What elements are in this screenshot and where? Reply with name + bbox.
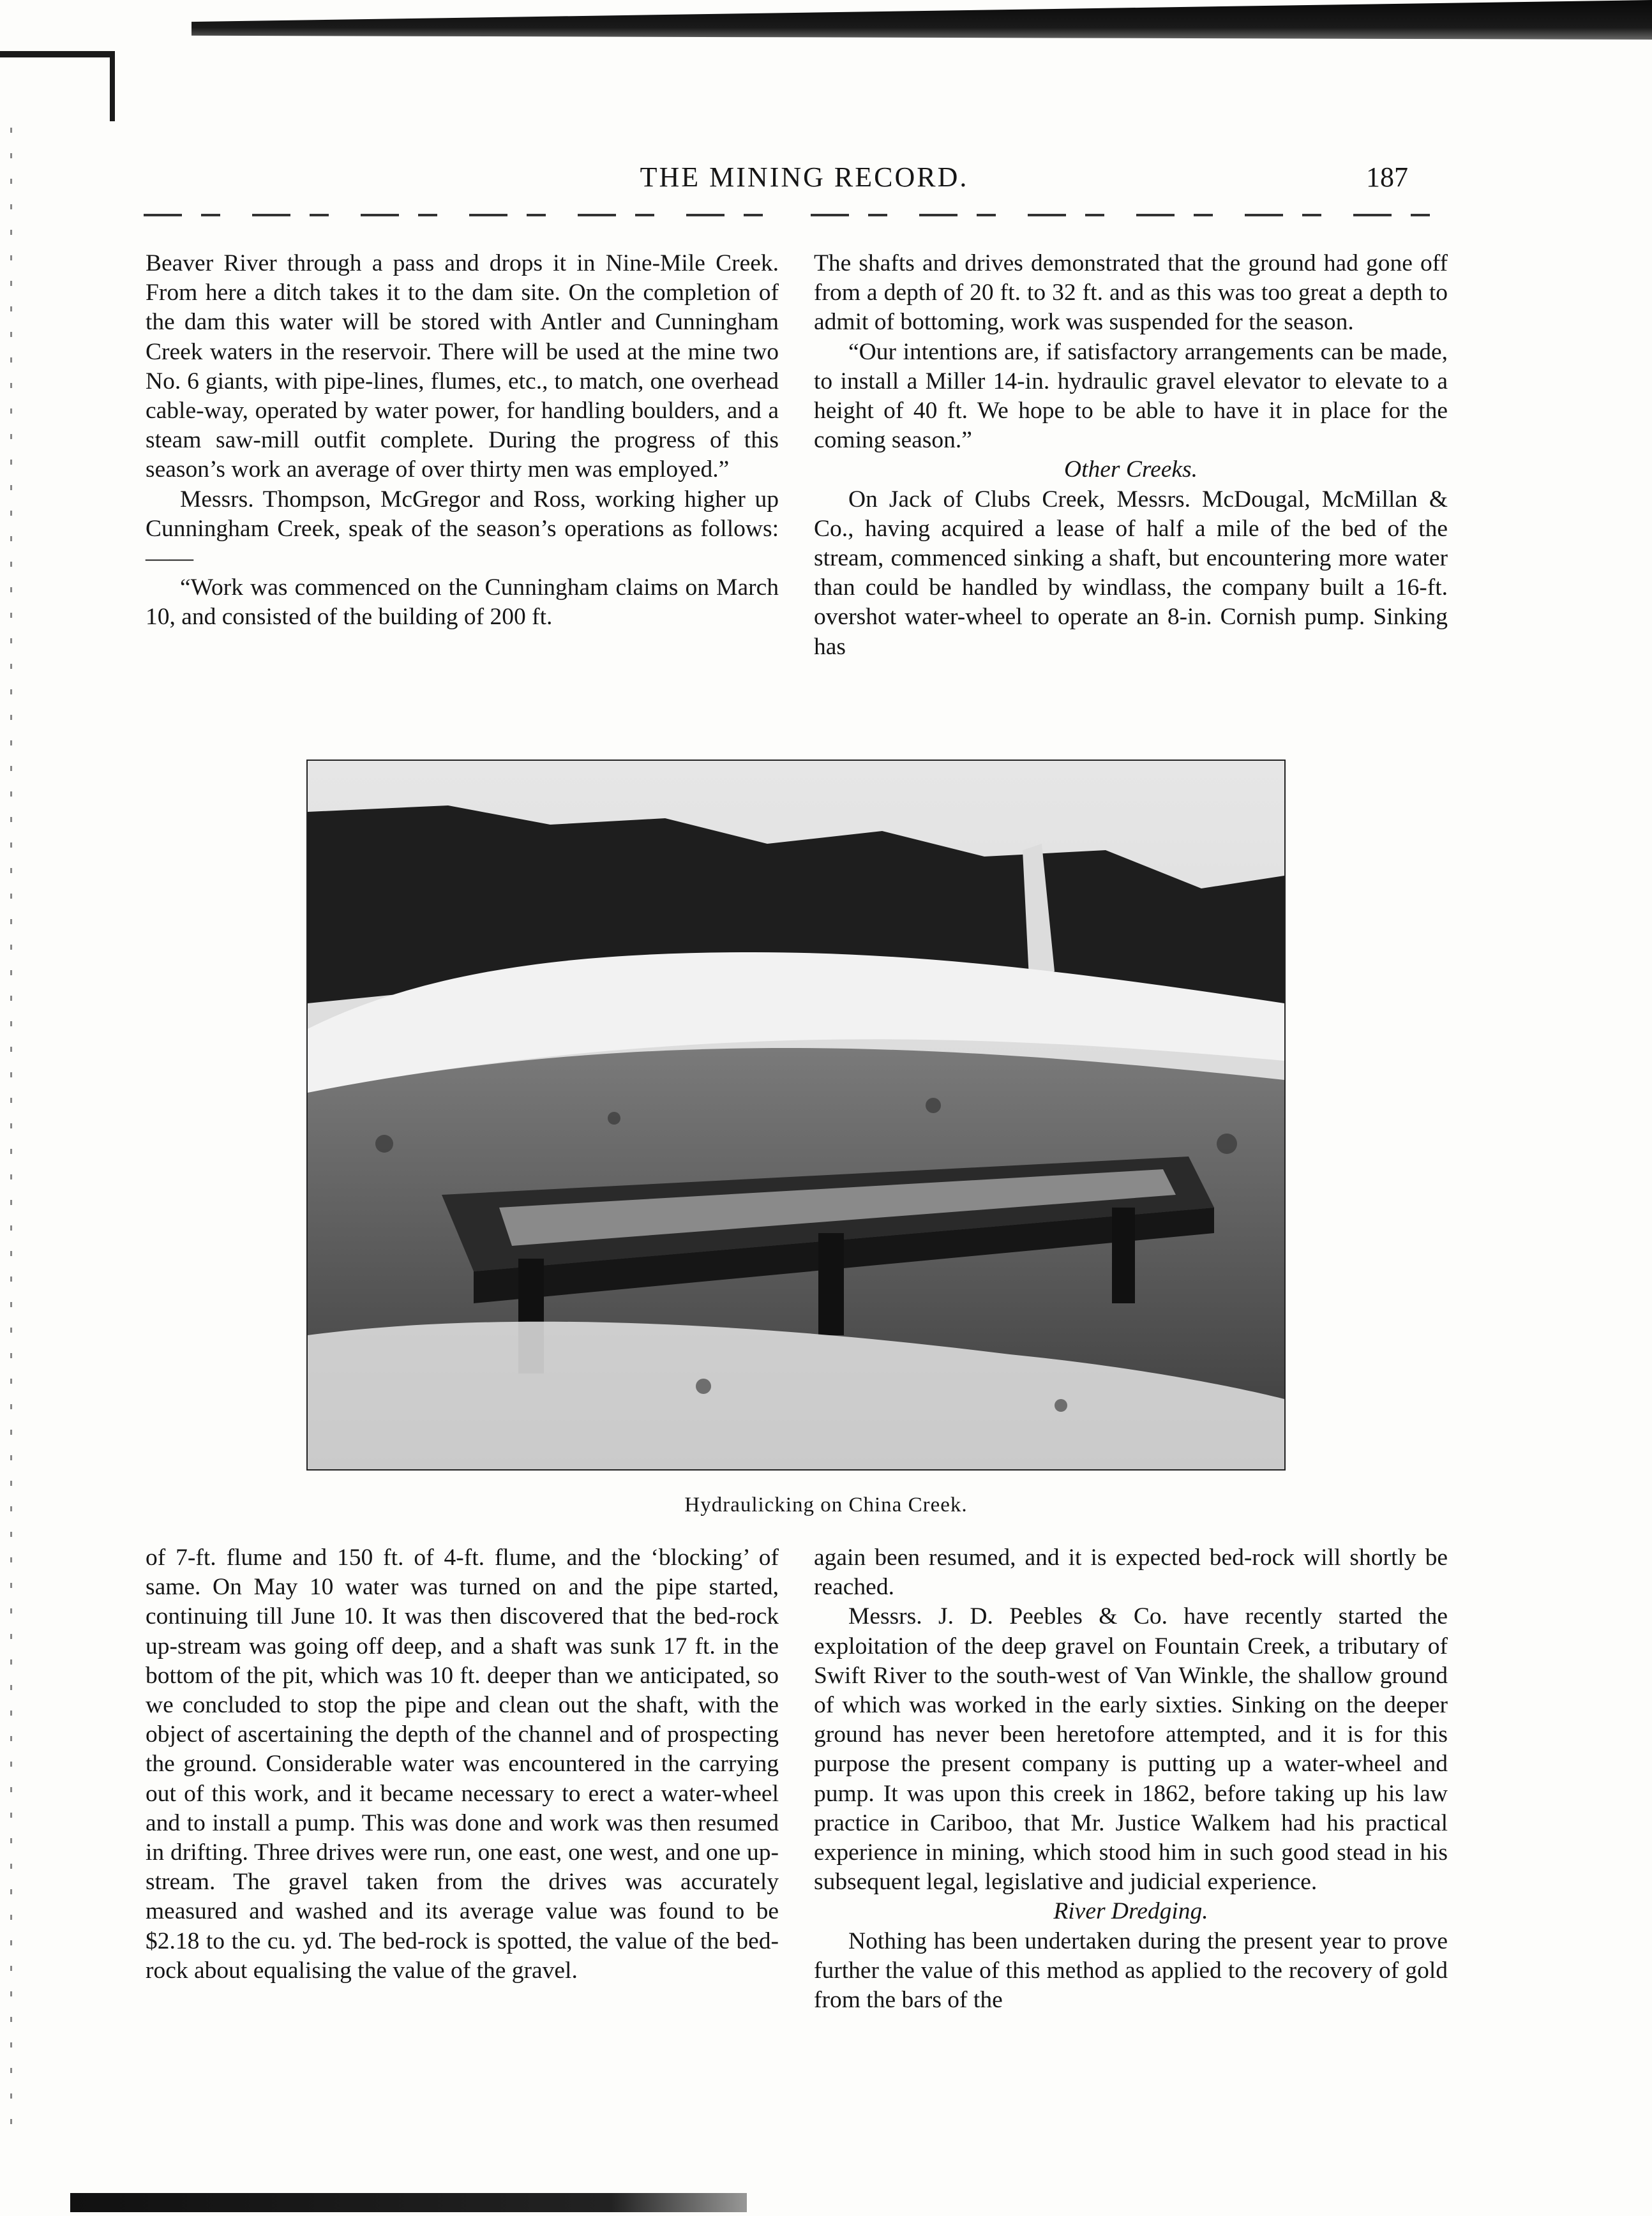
running-head: THE MINING RECORD. (640, 161, 969, 193)
scan-corner-mark (0, 51, 115, 128)
figure-caption: Hydraulicking on China Creek. (684, 1494, 968, 1516)
header-rule-left (144, 214, 782, 216)
paragraph: Messrs. J. D. Peebles & Co. have recently started the exploitation of the deep gravel on Fountain Creek, a tributary of Swift River to the south-west of Van Winkle, the shallow ground of which was worked in the early sixties. Sinking on the deeper ground has never been heretofore attempted, and it is for this purpose the present company is putting up a water-wheel and pump. It was upon this creek in 1862, before taking up his law practice in Cariboo, that Mr. Justice Walkem had his practical experience in mining, which stood him in such good stead in his subsequent legal, legislative and judicial experience. (814, 1603, 1448, 1896)
paragraph: again been resumed, and it is expected bed-rock will shortly be reached. (814, 1545, 1448, 1601)
section-heading: Other Creeks. (1064, 456, 1198, 483)
column-bottom-right (814, 1543, 1448, 2015)
paragraph: Messrs. Thompson, McGregor and Ross, working higher up Cunningham Creek, speak of the season’s operations as follows:—— (146, 486, 779, 572)
column-bottom-left (146, 1543, 779, 1986)
paragraph: The shafts and drives demonstrated that the ground had gone off from a depth of 20 ft. to 32 ft. and as this was too great a depth to admit of bottoming, work was suspended for the season. (814, 250, 1448, 336)
paragraph: Nothing has been undertaken during the present year to prove further the value of this method as applied to the recovery of gold from the bars of the (814, 1928, 1448, 2014)
column-top-left (146, 249, 779, 633)
page-number: 187 (1366, 161, 1408, 193)
paragraph: of 7-ft. flume and 150 ft. of 4-ft. flume, and the ‘blocking’ of same. On May 10 water was turned on and the pipe started, continuing till June 10. It was then discovered that the bed-rock up-stream was going off deep, and a shaft was sunk 17 ft. in the bottom of the pit, which was 10 ft. deeper than we anticipated, so we concluded to stop the pipe and clean out the shaft, with the object of ascertaining the depth of the channel and of prospecting the ground. Considerable water was encountered in the carrying out of this work, and it became necessary to erect a water-wheel and to install a pump. This was done and work was then resumed in drifting. Three drives were run, one east, one west, and one up-stream. The gravel taken from the drives was accurately measured and washed and its average value was found to be $2.18 to the cu. yd. The bed-rock is spotted, the value of the bed-rock about equalising the value of the gravel. (146, 1545, 779, 1984)
figure-photograph (306, 760, 1286, 1471)
scan-left-edge (10, 128, 12, 2138)
paragraph: Beaver River through a pass and drops it in Nine-Mile Creek. From here a ditch takes it to the dam site. On the completion of the dam this water will be stored with Antler and Cunningham Creek waters in the reservoir. There will be used at the mine two No. 6 giants, with pipe-lines, flumes, etc., to match, one overhead cable-way, operated by water power, for handling boulders, and a steam saw-mill outfit complete. During the progress of this season’s work an average of over thirty men was employed.” (146, 250, 779, 483)
scan-top-border (191, 0, 1652, 40)
paragraph: “Our intentions are, if satisfactory arrangements can be made, to install a Miller 14-in. hydraulic gravel elevator to elevate to a height of 40 ft. We hope to be able to have it in place for the coming season.” (814, 338, 1448, 454)
column-top-right (814, 249, 1448, 662)
section-heading: River Dredging. (1053, 1898, 1208, 1925)
photo-hydraulicking-illustration (308, 761, 1284, 1469)
page-header (0, 161, 1652, 206)
scan-bottom-border (70, 2193, 747, 2212)
header-rule-right (811, 214, 1449, 216)
paragraph: “Work was commenced on the Cunningham claims on March 10, and consisted of the building of 200 ft. (146, 574, 779, 631)
paragraph: On Jack of Clubs Creek, Messrs. McDougal, McMillan & Co., having acquired a lease of half a mile of the bed of the stream, commenced sinking a shaft, but encountering more water than could be handled by windlass, the company built a 16-ft. overshot water-wheel to operate an 8-in. Cornish pump. Sinking has (814, 486, 1448, 660)
